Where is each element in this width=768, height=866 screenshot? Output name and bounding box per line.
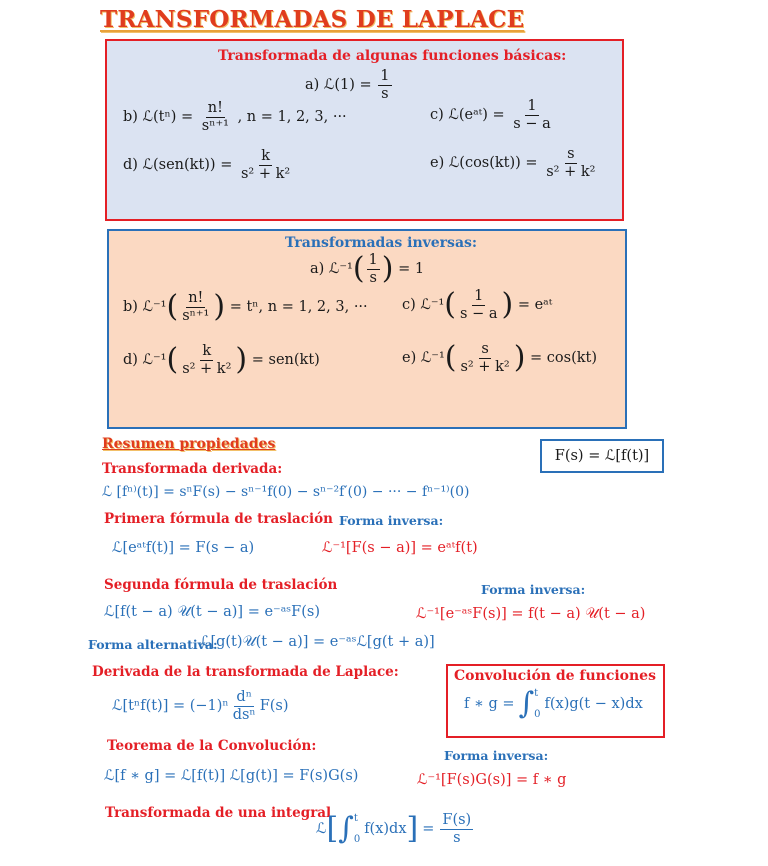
convthm-label: Teorema de la Convolución: <box>107 738 317 754</box>
definition-formula: F(s) = ℒ[f(t)] <box>554 448 650 464</box>
basic-b <box>123 100 347 134</box>
inverse-c: c) ℒ⁻¹( $\frac{1}{s - a}$ ) = eᵃᵗ <box>402 287 553 323</box>
inverse-e: e) ℒ⁻¹( $\frac{s}{\text{s² + k²}}$ ) = cos(kt) <box>402 340 598 376</box>
conv-lower: 0 <box>534 709 541 720</box>
integral-lhs: ℒ <box>316 821 327 838</box>
derivtrans-frac: $\frac{\text{dⁿ}}{\text{dsⁿ}}$ <box>232 689 256 723</box>
integral-formula: ℒ [ ∫ t 0 f(x)dx ] = $\frac{F(s)}{s}$ <box>316 811 472 847</box>
page-title: TRANSFORMADAS DE LAPLACE <box>100 6 525 33</box>
inverse-a-lhs: a) ℒ⁻¹ <box>310 261 353 278</box>
inverse-b: b) ℒ⁻¹( $\frac{n!}{\text{sⁿ⁺¹}}$ ) = tⁿ, n = 1, 2, 3, ··· <box>123 289 368 325</box>
inverse-e-tail: = cos(kt) <box>530 350 598 367</box>
definition-box <box>540 439 664 473</box>
basic-d-lhs: d) ℒ(sen(kt)) = <box>123 157 233 174</box>
inverse-d-tail: = sen(kt) <box>251 352 320 369</box>
basic-a-lhs: a) ℒ(1) = <box>305 77 372 94</box>
inverse-b-lhs: b) ℒ⁻¹ <box>123 299 167 316</box>
integral-upper: t <box>353 813 358 825</box>
conv-box-title: Convolución de funciones <box>454 668 656 684</box>
basic-b-tail: , n = 1, 2, 3, ··· <box>237 109 347 126</box>
derivtrans-formula <box>112 689 289 723</box>
basic-e-frac: $\frac{s}{\text{s² + k²}}$ <box>546 146 596 180</box>
convthm-inv-label: Forma inversa: <box>444 748 549 763</box>
inverse-d-frac: $\frac{k}{\text{s² + k²}}$ <box>182 343 232 377</box>
basic-heading: Transformada de algunas funciones básicas: <box>218 48 567 64</box>
integral-label: Transformada de una integral <box>105 805 332 821</box>
conv-box-tail: f(x)g(t − x)dx <box>544 696 643 712</box>
shift1-label: Primera fórmula de traslación <box>104 511 333 527</box>
shift1-formula: ℒ[eᵃᵗf(t)] = F(s − a) <box>112 540 255 556</box>
inverse-c-tail: = eᵃᵗ <box>517 297 553 314</box>
shift2-inv-formula: ℒ⁻¹[e⁻ᵃˢF(s)] = f(t − a) 𝒰(t − a) <box>416 606 646 622</box>
basic-e <box>430 146 599 180</box>
basic-e-lhs: e) ℒ(cos(kt)) = <box>430 155 538 172</box>
inverse-e-lhs: e) ℒ⁻¹ <box>402 350 445 367</box>
integral-mid: f(x)dx <box>364 821 407 838</box>
basic-b-lhs: b) ℒ(tⁿ) = <box>123 109 194 126</box>
inverse-a: a) ℒ⁻¹( $\frac{1}{s}$ ) = 1 <box>310 251 425 287</box>
derivtrans-tail: F(s) <box>259 698 289 715</box>
basic-b-frac: $\frac{n!}{\text{sⁿ⁺¹}}$ <box>201 100 229 134</box>
inverse-d-lhs: d) ℒ⁻¹ <box>123 352 167 369</box>
integral-frac: $\frac{F(s)}{s}$ <box>442 812 472 846</box>
conv-box-lhs: f ∗ g = <box>464 696 515 712</box>
inverse-c-frac: $\frac{1}{s - a}$ <box>460 288 498 322</box>
props-heading: Resumen propiedades <box>102 436 276 452</box>
alt-formula: ℒ[g(t)𝒰(t − a)] = e⁻ᵃˢℒ[g(t + a)] <box>200 634 435 650</box>
deriv-formula: ℒ [fⁿ⁾(t)] = sⁿF(s) − sⁿ⁻¹f(0) − sⁿ⁻²f′(0) − ··· − fⁿ⁻¹⁾(0) <box>102 484 470 500</box>
basic-a-frac: $\frac{1}{s}$ <box>380 68 390 102</box>
shift2-label: Segunda fórmula de traslación <box>104 577 338 593</box>
conv-box-formula: f ∗ g = ∫ t 0 f(x)g(t − x)dx <box>464 686 643 721</box>
derivtrans-label: Derivada de la transformada de Laplace: <box>92 664 399 680</box>
inverse-a-tail: = 1 <box>398 261 425 278</box>
basic-d <box>123 148 294 182</box>
basic-a <box>305 68 394 102</box>
basic-d-frac: $\frac{k}{\text{s² + k²}}$ <box>240 148 291 182</box>
inverse-b-frac: $\frac{n!}{\text{sⁿ⁺¹}}$ <box>182 290 210 324</box>
shift1-inv-formula: ℒ⁻¹[F(s − a)] = eᵃᵗf(t) <box>322 540 478 556</box>
inverse-c-lhs: c) ℒ⁻¹ <box>402 297 445 314</box>
conv-upper: t <box>534 688 539 699</box>
shift2-inv-label: Forma inversa: <box>481 582 586 597</box>
basic-c-frac: $\frac{1}{s - a}$ <box>513 98 551 132</box>
shift1-inv-label: Forma inversa: <box>339 513 444 528</box>
inverse-heading: Transformadas inversas: <box>285 235 478 251</box>
basic-c-lhs: c) ℒ(eᵃᵗ) = <box>430 107 505 124</box>
inverse-a-frac: $\frac{1}{s}$ <box>368 252 378 286</box>
deriv-label: Transformada derivada: <box>102 461 283 477</box>
shift2-formula: ℒ[f(t − a) 𝒰(t − a)] = e⁻ᵃˢF(s) <box>104 604 320 620</box>
convthm-inv-formula: ℒ⁻¹[F(s)G(s)] = f ∗ g <box>417 772 567 788</box>
alt-label: Forma alternativa: <box>88 637 218 652</box>
integral-lower: 0 <box>353 834 361 846</box>
inverse-e-frac: $\frac{s}{\text{s² + k²}}$ <box>460 341 510 375</box>
basic-c <box>430 98 555 132</box>
derivtrans-lhs: ℒ[tⁿf(t)] = (−1)ⁿ <box>112 698 229 715</box>
inverse-d: d) ℒ⁻¹( $\frac{k}{\text{s² + k²}}$ ) = sen(kt) <box>123 342 320 378</box>
inverse-b-tail: = tⁿ, n = 1, 2, 3, ··· <box>229 299 368 316</box>
convthm-formula: ℒ[f ∗ g] = ℒ[f(t)] ℒ[g(t)] = F(s)G(s) <box>104 768 359 784</box>
